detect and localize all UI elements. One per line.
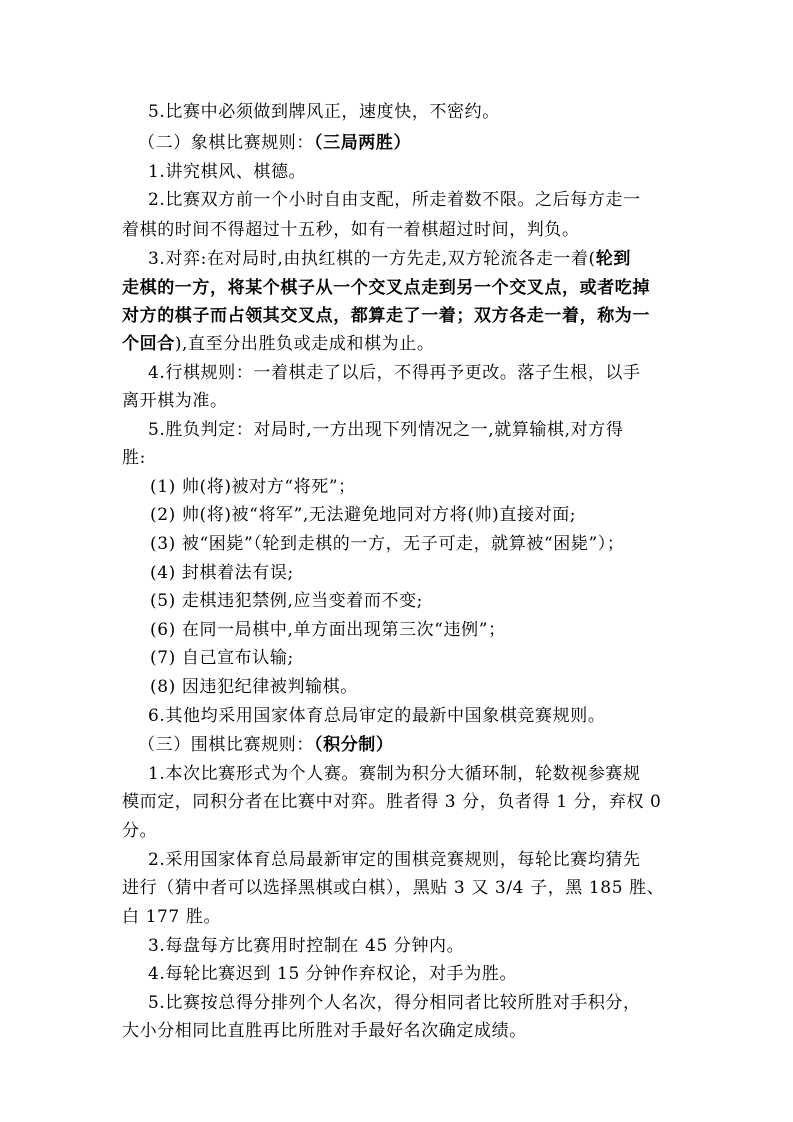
rule-text: ),直至分出胜负或走成和棋为止。: [174, 334, 435, 354]
rule-item: 3.每盘每方比赛用时控制在 45 分钟内。: [148, 936, 465, 956]
rule-item: 4.行棋规则：一着棋走了以后，不得再予更改。落子生根，以手: [148, 363, 641, 383]
rule-item-continuation: 着棋的时间不得超过十五秒，如有一着棋超过时间，判负。: [122, 220, 580, 240]
rule-text-bold: 轮到: [595, 249, 631, 269]
rule-item: [148, 249, 631, 269]
section-heading-chess: [138, 133, 411, 153]
section-heading-text: （二）象棋比赛规则：: [138, 133, 314, 153]
rule-item: 2.采用国家体育总局最新审定的围棋竞赛规则，每轮比赛均猜先: [148, 850, 641, 870]
rule-item-continuation: 对方的棋子而占领其交叉点，都算走了一着；双方各走一着，称为一: [122, 306, 650, 326]
condition-item: (5) 走棋违犯禁例,应当变着而不变;: [150, 591, 424, 611]
rule-item: 1.本次比赛形式为个人赛。赛制为积分大循环制，轮数视参赛规: [148, 764, 641, 784]
rule-item-continuation: 进行（猜中者可以选择黑棋或白棋），黑贴 3 又 3/4 子，黑 185 胜、: [122, 878, 665, 898]
section-heading-text: （三）围棋比赛规则：: [138, 735, 314, 755]
section-heading-go: [138, 735, 394, 755]
rule-item: 4.每轮比赛迟到 15 分钟作弃权论，对手为胜。: [148, 964, 518, 984]
rule-item: 5.比赛中必须做到牌风正，速度快，不密约。: [148, 102, 500, 122]
rule-item-continuation: 白 177 胜。: [122, 907, 222, 927]
condition-item: (7) 自己宣布认输;: [150, 648, 294, 668]
rule-item: 5.胜负判定：对局时,一方出现下列情况之一,就算输棋,对方得: [148, 420, 624, 440]
section-heading-bold: （积分制）: [314, 735, 394, 755]
section-heading-bold: （三局两胜）: [314, 133, 412, 153]
rule-item-continuation: 分。: [122, 821, 158, 841]
rule-item-continuation: 走棋的一方，将某个棋子从一个交叉点走到另一个交叉点，或者吃掉: [122, 278, 650, 298]
condition-item: (3) 被“困毙”（轮到走棋的一方，无子可走，就算被“困毙”）；: [150, 534, 625, 554]
condition-item: (2) 帅(将)被“将军”,无法避免地同对方将(帅)直接对面;: [150, 505, 577, 525]
rule-item: 6.其他均采用国家体育总局审定的最新中国象棋竞赛规则。: [148, 706, 606, 726]
rule-item-continuation: 胜:: [122, 448, 146, 468]
rule-item: 1.讲究棋风、棋德。: [148, 162, 307, 182]
rule-text: 3.对弈:在对局时,由执红棋的一方先走,双方轮流各走一着(: [148, 249, 596, 269]
condition-item: (8) 因违犯纪律被判输棋。: [150, 677, 358, 697]
condition-item: (4) 封棋着法有误;: [150, 563, 294, 583]
rule-item: 5.比赛按总得分排列个人名次，得分相同者比较所胜对手积分，: [148, 993, 641, 1013]
rule-item: 2.比赛双方前一个小时自由支配，所走着数不限。之后每方走一: [148, 190, 641, 210]
rule-item-continuation: 离开棋为准。: [122, 391, 228, 411]
condition-item: (1) 帅(将)被对方“将死”；: [150, 477, 356, 497]
rule-text-bold: 个回合: [122, 334, 175, 354]
rule-item-continuation: 模而定，同积分者在比赛中对弈。胜者得 3 分，负者得 1 分，弃权 0: [122, 792, 662, 812]
rule-item-continuation: 大小分相同比直胜再比所胜对手最好名次确定成绩。: [122, 1021, 527, 1041]
condition-item: (6) 在同一局棋中,单方面出现第三次“违例”；: [150, 620, 506, 640]
rule-item-continuation: [122, 334, 434, 354]
